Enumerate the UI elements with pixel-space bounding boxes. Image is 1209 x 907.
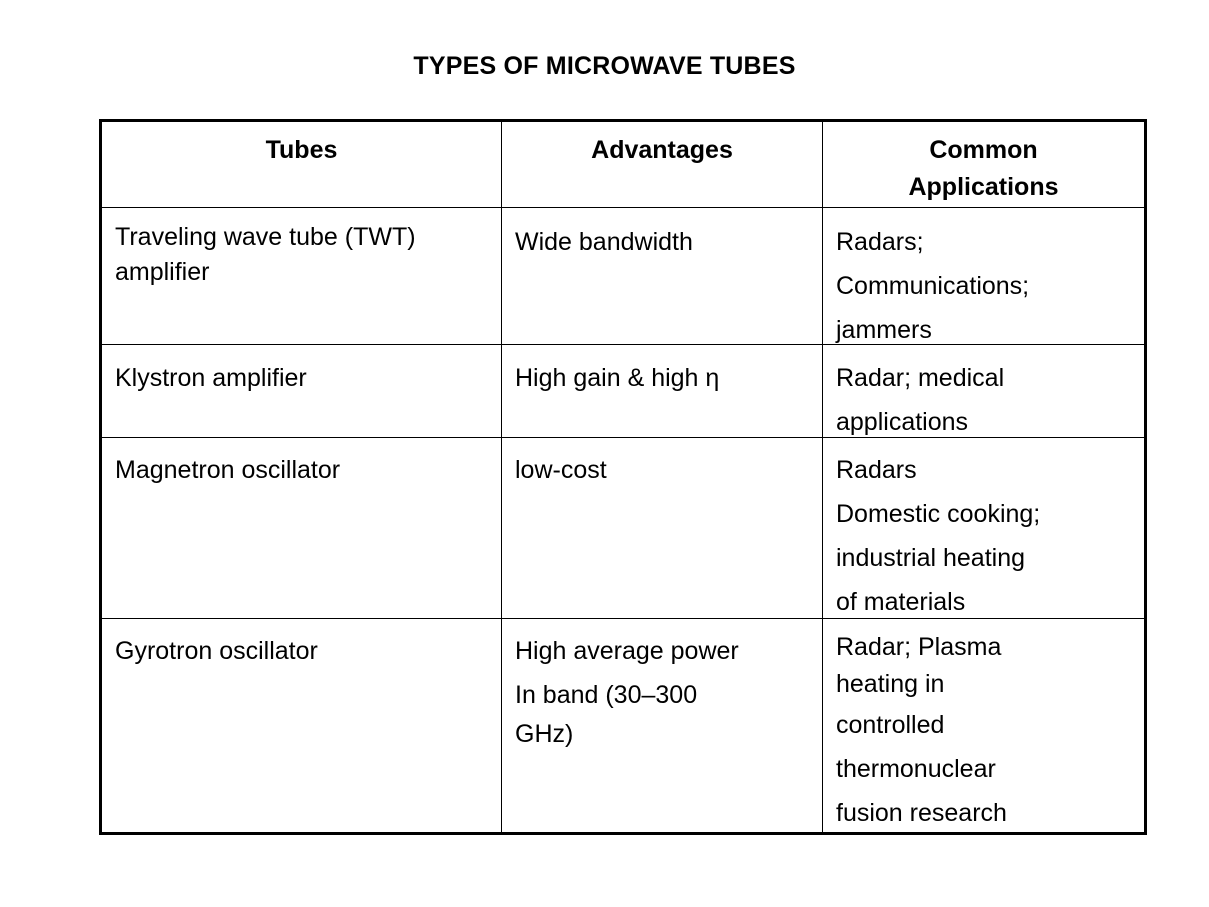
advantage-text: In band (30–300: [515, 681, 698, 709]
application-text: of materials: [836, 588, 966, 616]
tube-text: Traveling wave tube (TWT): [115, 223, 416, 251]
header-applications-label-line2: Applications: [908, 173, 1059, 201]
tube-cell: [102, 208, 502, 344]
header-applications: [823, 122, 1144, 207]
table-row: [102, 619, 1144, 832]
microwave-tubes-table: [99, 119, 1147, 835]
advantage-cell: [502, 438, 823, 618]
application-text: industrial heating: [836, 544, 1026, 572]
application-text: heating in: [836, 670, 945, 698]
advantage-text: Wide bandwidth: [515, 228, 693, 256]
advantage-text: High average power: [515, 637, 739, 665]
header-applications-label-line1: Common: [929, 136, 1038, 164]
header-advantages-label: Advantages: [591, 136, 733, 164]
page-title: TYPES OF MICROWAVE TUBES: [413, 52, 796, 80]
application-cell: [823, 438, 1144, 618]
header-tubes-label: Tubes: [265, 136, 338, 164]
advantage-cell: [502, 619, 823, 832]
header-tubes: [102, 122, 502, 207]
tube-cell: [102, 619, 502, 832]
application-cell: [823, 208, 1144, 344]
application-cell: [823, 619, 1144, 832]
application-text: Radar; Plasma: [836, 633, 1002, 661]
application-cell: [823, 345, 1144, 437]
tube-text: Klystron amplifier: [115, 364, 307, 392]
tube-text: amplifier: [115, 258, 210, 286]
advantage-text: GHz): [515, 720, 574, 748]
tube-cell: [102, 438, 502, 618]
application-text: Radars;: [836, 228, 924, 256]
application-text: thermonuclear: [836, 755, 996, 783]
advantage-cell: [502, 208, 823, 344]
table-row: [102, 438, 1144, 619]
application-text: fusion research: [836, 799, 1007, 827]
advantage-cell: [502, 345, 823, 437]
tube-cell: [102, 345, 502, 437]
application-text: Communications;: [836, 272, 1030, 300]
advantage-text: High gain & high η: [515, 364, 720, 392]
tube-text: Gyrotron oscillator: [115, 637, 318, 665]
table-header-row: [102, 122, 1144, 208]
table-row: [102, 208, 1144, 345]
application-text: Radar; medical: [836, 364, 1005, 392]
tube-text: Magnetron oscillator: [115, 456, 341, 484]
advantage-text: low-cost: [515, 456, 607, 484]
application-text: Radars: [836, 456, 917, 484]
application-text: Domestic cooking;: [836, 500, 1041, 528]
application-text: applications: [836, 408, 969, 436]
application-text: controlled: [836, 711, 945, 739]
table-row: [102, 345, 1144, 438]
header-advantages: [502, 122, 823, 207]
application-text: jammers: [836, 316, 932, 344]
